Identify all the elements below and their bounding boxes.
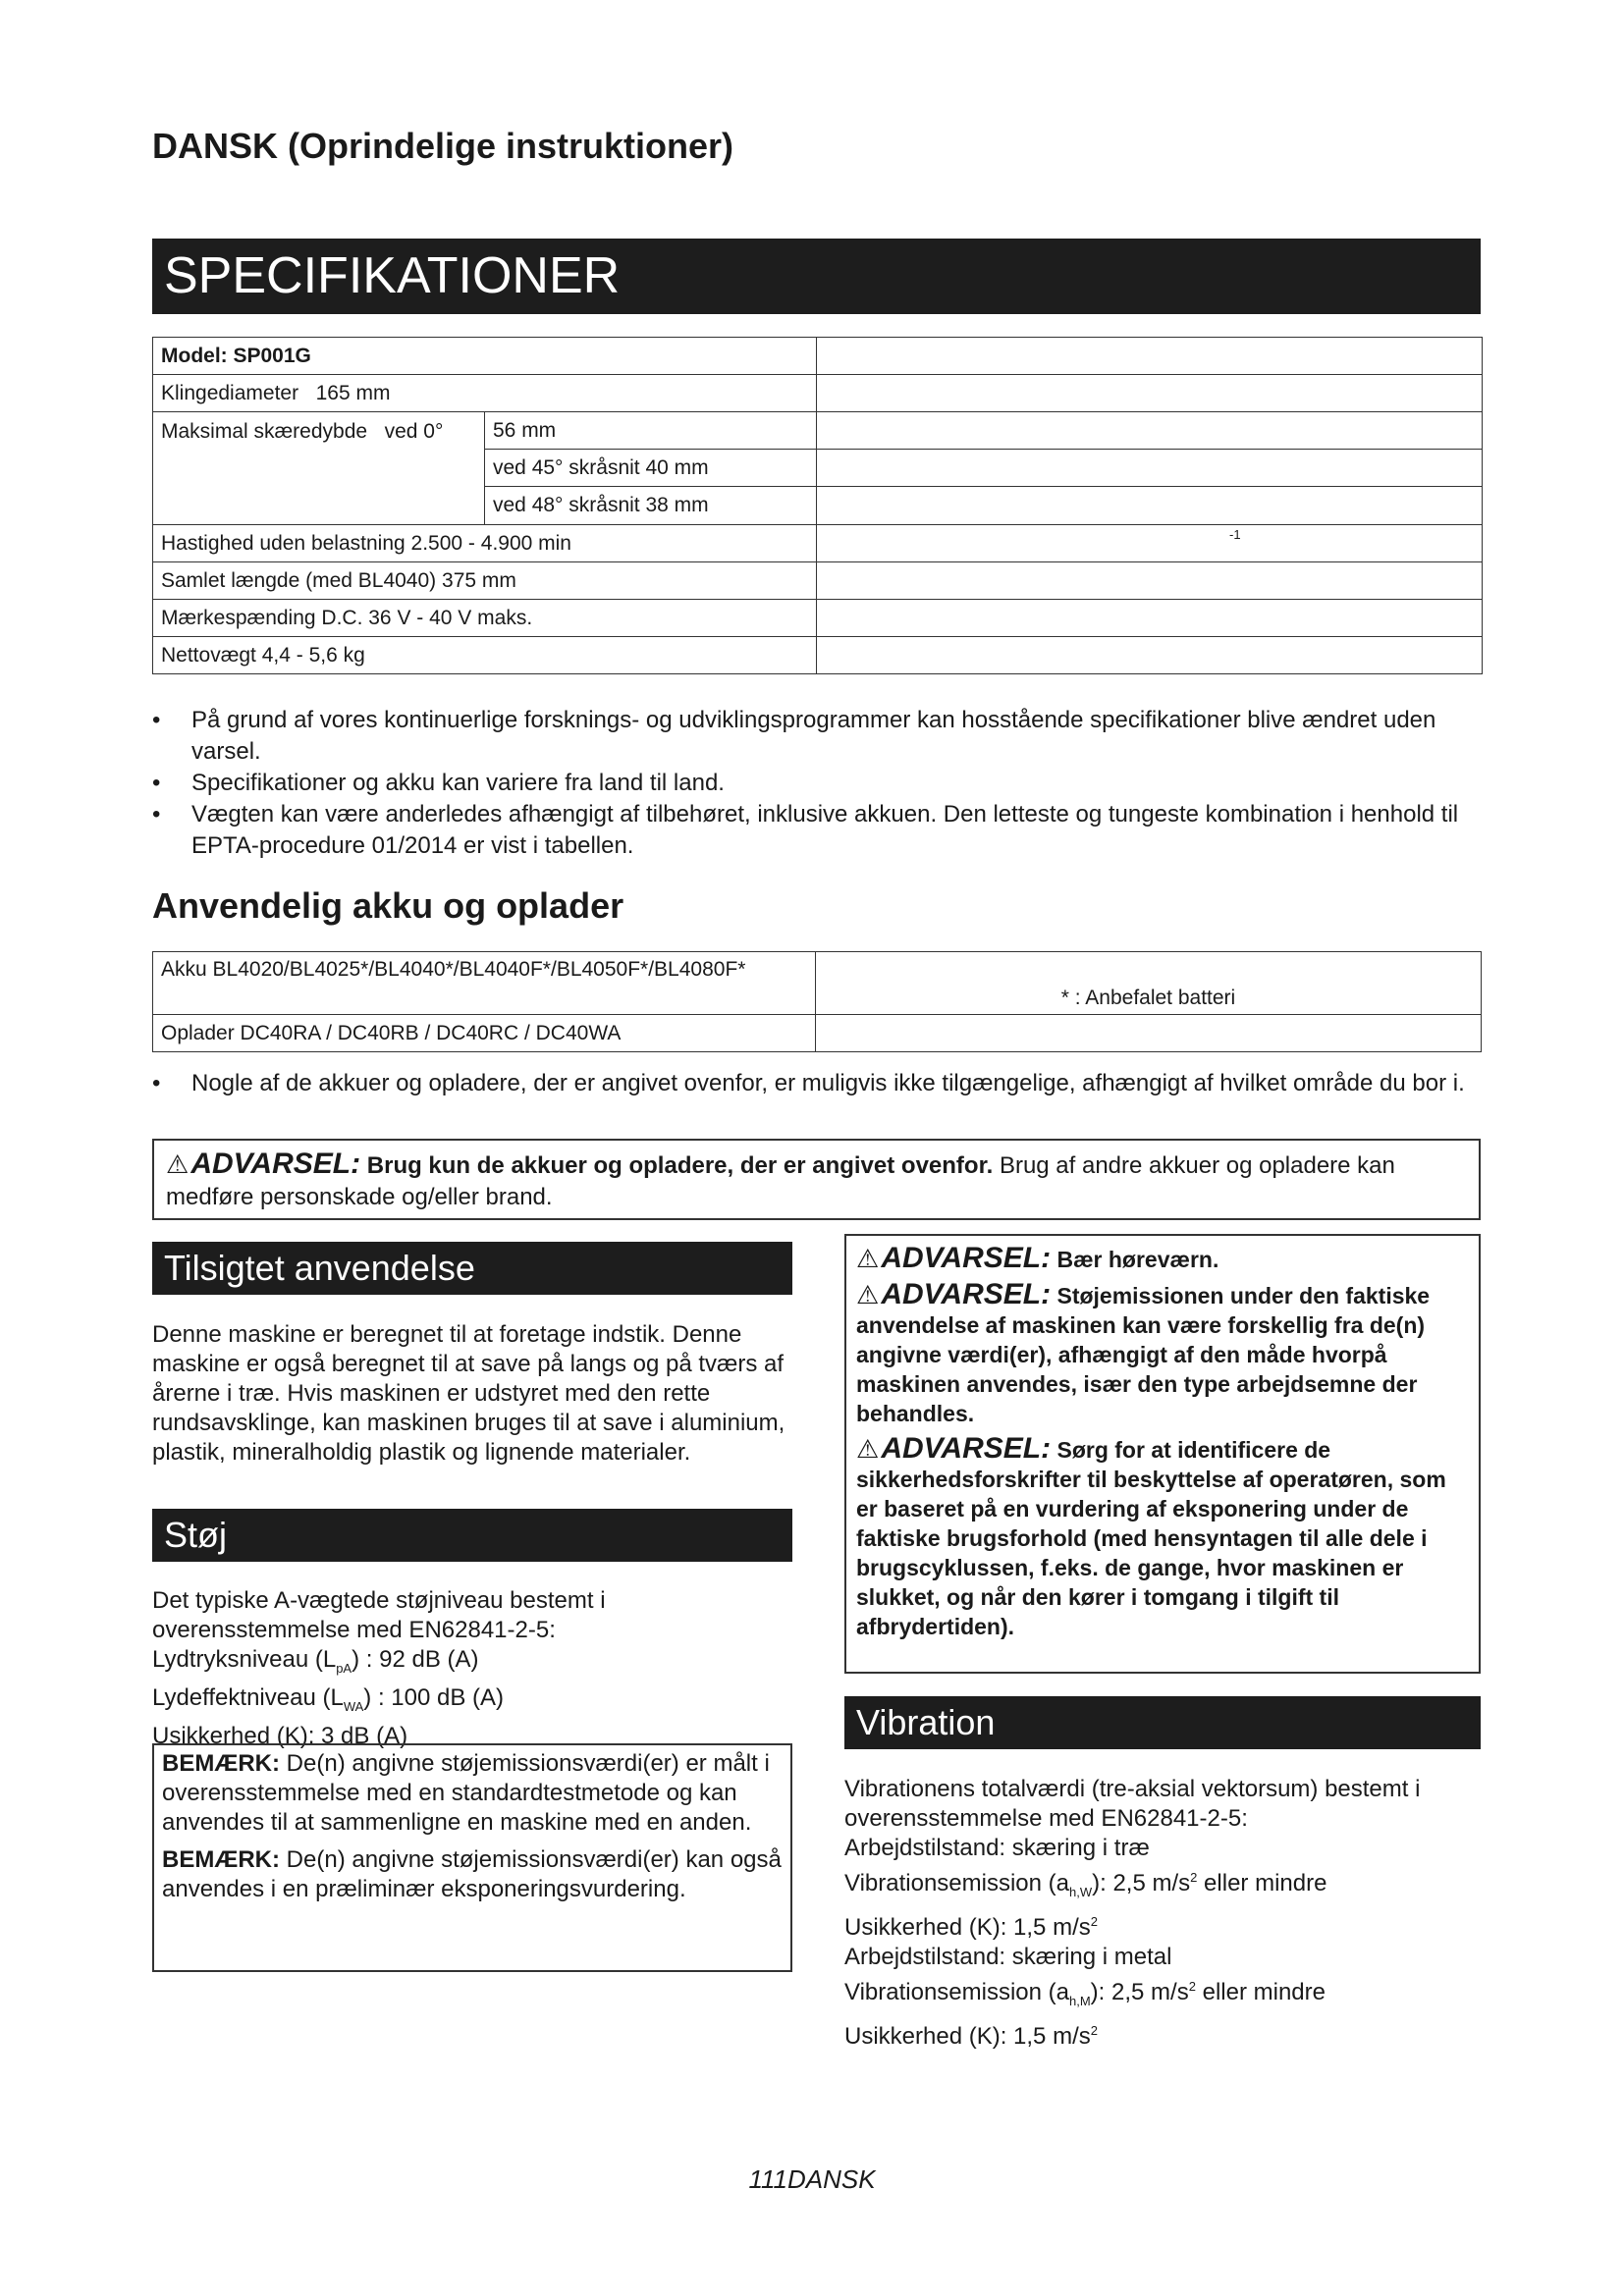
warning-item: ⚠ADVARSEL: Sørg for at identificere de sikkerhedsforskrifter til beskyttelse af operatøren, som er baseret på en vurdering af eksponering under de faktiske brugsforhold (med hensyntagen til alle dele i brugscyklussen, f.eks. de gange, hvor maskinen er slukket, og når den kører i tomgang i tilgift til afbrydertiden).: [856, 1432, 1446, 1639]
battery-note: • Nogle af de akkuer og opladere, der er angivet ovenfor, er muligvis ikke tilgængelige, afhængigt af hvilket område du bor i.: [152, 1068, 1481, 1099]
wood-uncertainty: Usikkerhed (K): 1,5 $m/s^2$: [844, 1913, 1098, 1941]
sound-pressure-level: Lydtryksniveau $(L_{pA})$ : 92 dB (A): [152, 1646, 479, 1676]
noise-note: BEMÆRK: De(n) angivne støjemissionsværdi(er) kan også anvendes i en præliminær eksponeringsvurdering.: [162, 1846, 782, 1902]
metal-mode: Arbejdstilstand: skæring i metal: [844, 1943, 1172, 1970]
warning-triangle-icon: ⚠: [856, 1244, 880, 1273]
intended-use-text: Denne maskine er beregnet til at foretage indstik. Denne maskine er også beregnet til at save på langs og på tværs af årerne i træ. Hvis maskinen er udstyret med den rette rundsavsklinge, kan maskinen bruges til at save i aluminium, plastik, mineralholdig plastik og lignende materialer.: [152, 1321, 785, 1466]
specifications-table: [152, 337, 1483, 674]
charger-row: Oplader DC40RA / DC40RB / DC40RC / DC40WA: [153, 1015, 816, 1052]
rated-voltage-cell: Mærkespænding D.C. 36 V - 40 V maks.: [153, 600, 817, 637]
specifications-banner: SPECIFIKATIONER: [152, 239, 1481, 314]
cut-depth-45: ved 45° skråsnit 40 mm: [484, 450, 816, 487]
sound-power-level: Lydeffektniveau $(L_{WA})$ : 100 dB (A): [152, 1683, 505, 1714]
no-load-speed-cell: Hastighed uden belastning 2.500 - 4.900 min: [153, 525, 817, 562]
main-warning-box: ⚠ADVARSEL: Brug kun de akkuer og opladere, der er angivet ovenfor. Brug af andre akkuer og opladere kan medføre personskade og/eller brand.: [152, 1139, 1481, 1220]
overall-length-cell: Samlet længde (med BL4040) 375 mm: [153, 562, 817, 600]
model-cell: Model: SP001G: [153, 338, 817, 375]
blade-diameter-cell: Klingediameter 165 mm: [153, 375, 817, 412]
noise-notes-box: [152, 1743, 792, 1972]
warning-triangle-icon: ⚠: [166, 1149, 189, 1179]
noise-intro: Det typiske A-vægtede støjniveau bestemt i overensstemmelse med EN62841-2-5:: [152, 1587, 606, 1643]
noise-note: BEMÆRK: De(n) angivne støjemissionsværdi(er) er målt i overensstemmelse med en standardtestmetode og kan anvendes til at sammenligne en maskine med en anden.: [162, 1750, 770, 1836]
speed-unit-superscript: -1: [1229, 527, 1241, 542]
page-footer: 111DANSK: [748, 2164, 876, 2194]
wood-mode: Arbejdstilstand: skæring i træ: [844, 1835, 1150, 1861]
battery-recommendation-note: * : Anbefalet batteri: [816, 952, 1482, 1015]
warning-item: ⚠ADVARSEL: Bær høreværn.: [856, 1242, 1219, 1274]
battery-section-heading: Anvendelig akku og oplader: [152, 885, 624, 926]
vibration-intro: Vibrationens totalværdi (tre-aksial vektorsum) bestemt i overensstemmelse med EN62841-2-5:: [844, 1776, 1421, 1832]
battery-notes: [152, 1068, 1481, 1099]
warning-triangle-icon: ⚠: [856, 1280, 880, 1309]
max-cut-depth-cell: Maksimal skæredybde ved 0° 56 mm ved 45° skråsnit 40 mm ved 48° skråsnit 38 mm: [153, 412, 817, 525]
spec-notes: [152, 705, 1481, 862]
metal-uncertainty: Usikkerhed (K): 1,5 $m/s^2$: [844, 2022, 1098, 2050]
noise-block: [152, 1586, 790, 1751]
battery-row: Akku BL4020/BL4025*/BL4040*/BL4040F*/BL4050F*/BL4080F*: [153, 952, 816, 1015]
warning-triangle-icon: ⚠: [856, 1434, 880, 1464]
noise-uncertainty: Usikkerhed (K): 3 dB (A): [152, 1722, 408, 1749]
metal-emission: Vibrationsemission $(a_{h,M})$: 2,5 $m/s^2$ eller mindre: [844, 1978, 1326, 2008]
noise-warnings-box: [844, 1234, 1481, 1674]
net-weight-cell: Nettovægt 4,4 - 5,6 kg: [153, 637, 817, 674]
wood-emission: Vibrationsemission $(a_{h,W})$: 2,5 $m/s^2$ eller mindre: [844, 1870, 1327, 1899]
vibration-block: [844, 1775, 1481, 2052]
vibration-banner: Vibration: [844, 1696, 1481, 1749]
warning-item: ⚠ADVARSEL: Støjemissionen under den faktiske anvendelse af maskinen kan være forskellig fra de(n) angivne værdi(er), afhængigt af den måde hvorpå maskinen anvendes, især den type arbejdsemne der behandles.: [856, 1278, 1431, 1426]
cut-depth-48: ved 48° skråsnit 38 mm: [484, 487, 816, 524]
battery-table: [152, 951, 1482, 1052]
noise-banner: Støj: [152, 1509, 792, 1562]
spec-note: • På grund af vores kontinuerlige forsknings- og udviklingsprogrammer kan hosstående specifikationer blive ændret uden varsel.: [152, 705, 1481, 768]
spec-note: • Vægten kan være anderledes afhængigt af tilbehøret, inklusive akkuen. Den letteste og tungeste kombination i henhold til EPTA-procedure 01/2014 er vist i tabellen.: [152, 799, 1481, 862]
page-title: DANSK (Oprindelige instruktioner): [152, 126, 734, 166]
cut-depth-0: 56 mm: [484, 412, 816, 450]
intended-use-banner: Tilsigtet anvendelse: [152, 1242, 792, 1295]
spec-note: • Specifikationer og akku kan variere fra land til land.: [152, 768, 1481, 799]
